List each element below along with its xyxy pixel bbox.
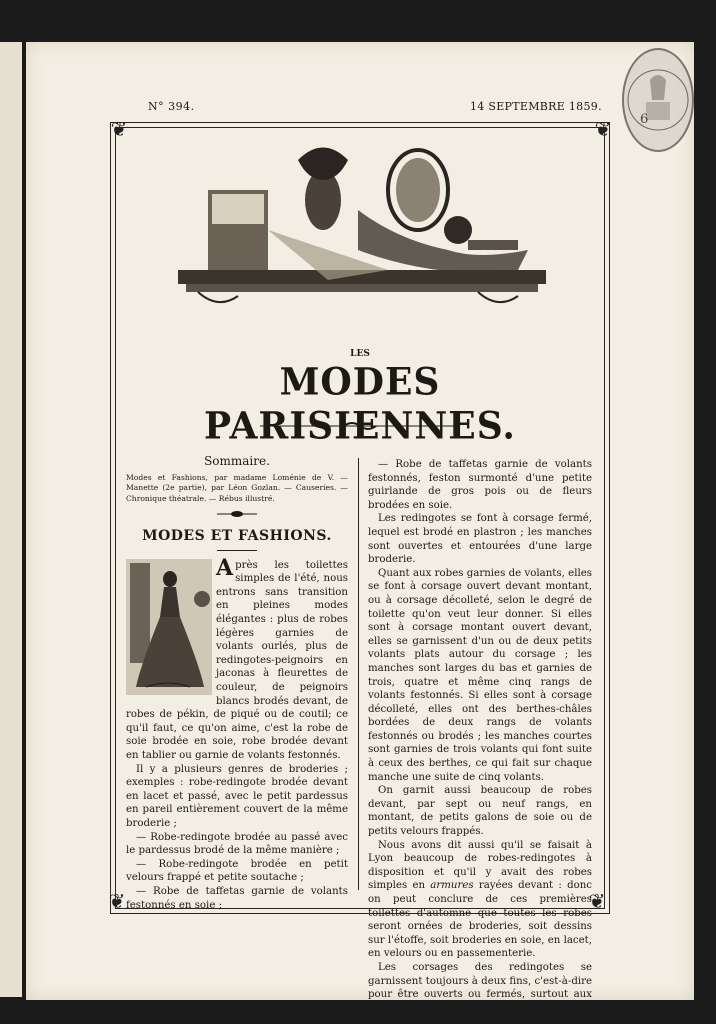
issue-date: 14 SEPTEMBRE 1859. bbox=[470, 100, 602, 113]
first-paragraph-text: près les toilettes simples de l'été, nous entrons sans transition en pleines modes élégantes : plus de robes légères garnies de volants ourlés, plus de redingotes-peignoirs en jaconas à fleurettes de couleur, de peignoirs blancs brodés devant, de robes de pékin, de piqué ou de coutil; ce qu'il faut, ce qu'on aime, c'est la robe de soie brodée en soie, robe brodée devant en tablier ou garnie de volants festonnés. bbox=[126, 559, 348, 761]
left-column bbox=[126, 455, 348, 912]
issue-number: N° 394. bbox=[148, 100, 195, 113]
italic-word: armures bbox=[430, 880, 474, 892]
corner-ornament-icon: ❦ bbox=[588, 889, 606, 913]
paragraph: Quant aux robes garnies de volants, elles se font à corsage ouvert devant montant, ou à corsage décolleté, selon le degré de toilette qu'on veut leur donner. Si elles sont à corsage montant ouvert devant, elles se garnissent d'un ou de deux petits volants plats autour du corsage ; les manches sont larges du bas et garnies de trois, quatre et même cinq rangs de volants festonnés. Si elles sont à corsage décolleté, elles ont des berthes-châles bordées de deux rangs de volants festonnés ou brodés ; les manches courtes sont garnies de trois volants qui font suite à ceux des berthes, ce qui fait sur chaque manche une suite de cinq volants. bbox=[368, 567, 592, 783]
masthead-les-ornament bbox=[330, 347, 390, 357]
sommaire-text: Modes et Fashions, par madame Loménie de V. — Manette (2e partie), par Léon Gozlan. — Causeries. — Chronique théatrale. — Rébus illustré. bbox=[126, 472, 348, 503]
paragraph: — Robe de taffetas garnie de volants festonnés en soie ; bbox=[126, 885, 348, 911]
stamp-seal-icon bbox=[624, 50, 692, 150]
corner-ornament-icon: ❦ bbox=[108, 889, 126, 913]
section-rule bbox=[217, 550, 257, 551]
adjacent-page-edge bbox=[0, 42, 22, 997]
paragraph: Les corsages des redingotes se garnissent toujours à deux fins, c'est-à-dire pour être ouverts ou fermés, surtout aux robes destinées à la demi-toilette. bbox=[368, 961, 592, 1014]
section-title: MODES ET FASHIONS. bbox=[142, 528, 332, 545]
paragraph: — Robe de taffetas garnie de volants festonnés, feston surmonté d'une petite guirlande de gros pois ou de fleurs brodées en soie. bbox=[368, 459, 592, 511]
paragraph-lyon: Nous avons dit aussi qu'il se faisait à Lyon beaucoup de robes-redingotes à disposition et qu'il y avait des robes simples en armures rayées devant : donc on peut conclure de ces premières toilettes d'automne que toutes les robes seront ornées de broderies, soit dessins sur l'étoffe, soit broderies en soie, en lacet, en velours ou en passementerie. bbox=[368, 839, 593, 960]
right-column bbox=[368, 458, 592, 1015]
paragraph: Il y a plusieurs genres de broderies ; exemples : robe-redingote brodée devant en lacet et passé, avec le petit pardessus en pareil entièrement couvert de la même broderie ; bbox=[126, 763, 348, 829]
title-rule-ornament bbox=[260, 420, 460, 432]
sommaire-title: Sommaire. bbox=[204, 454, 270, 468]
fashion-plate-illustration bbox=[126, 559, 212, 695]
masthead-title: MODES PARISIENNES. bbox=[204, 359, 516, 449]
separator-ornament bbox=[217, 510, 257, 518]
tax-stamp bbox=[622, 48, 694, 152]
masthead-les: LES bbox=[350, 349, 370, 357]
paragraph: — Robe-redingote brodée au passé avec le pardessus brodé de la même manière ; bbox=[126, 831, 348, 857]
masthead-engraving bbox=[178, 140, 546, 320]
column-divider bbox=[358, 458, 359, 890]
corner-ornament-icon: ❦ bbox=[594, 117, 612, 141]
corner-ornament-icon: ❦ bbox=[110, 117, 128, 141]
stamp-value: 6 bbox=[640, 112, 649, 127]
paragraph: On garnit aussi beaucoup de robes devant, par sept ou neuf rangs, en montant, de petits galons de soie ou de petits velours frappés. bbox=[368, 785, 592, 838]
paragraph: Les redingotes se font à corsage fermé, lequel est brodé en plastron ; les manches sont ouvertes et entourées d'une large broderie. bbox=[368, 513, 592, 566]
paragraph: — Robe-redingote brodée en petit velours frappé et petite soutache ; bbox=[126, 858, 348, 884]
drop-cap: A bbox=[216, 554, 234, 581]
